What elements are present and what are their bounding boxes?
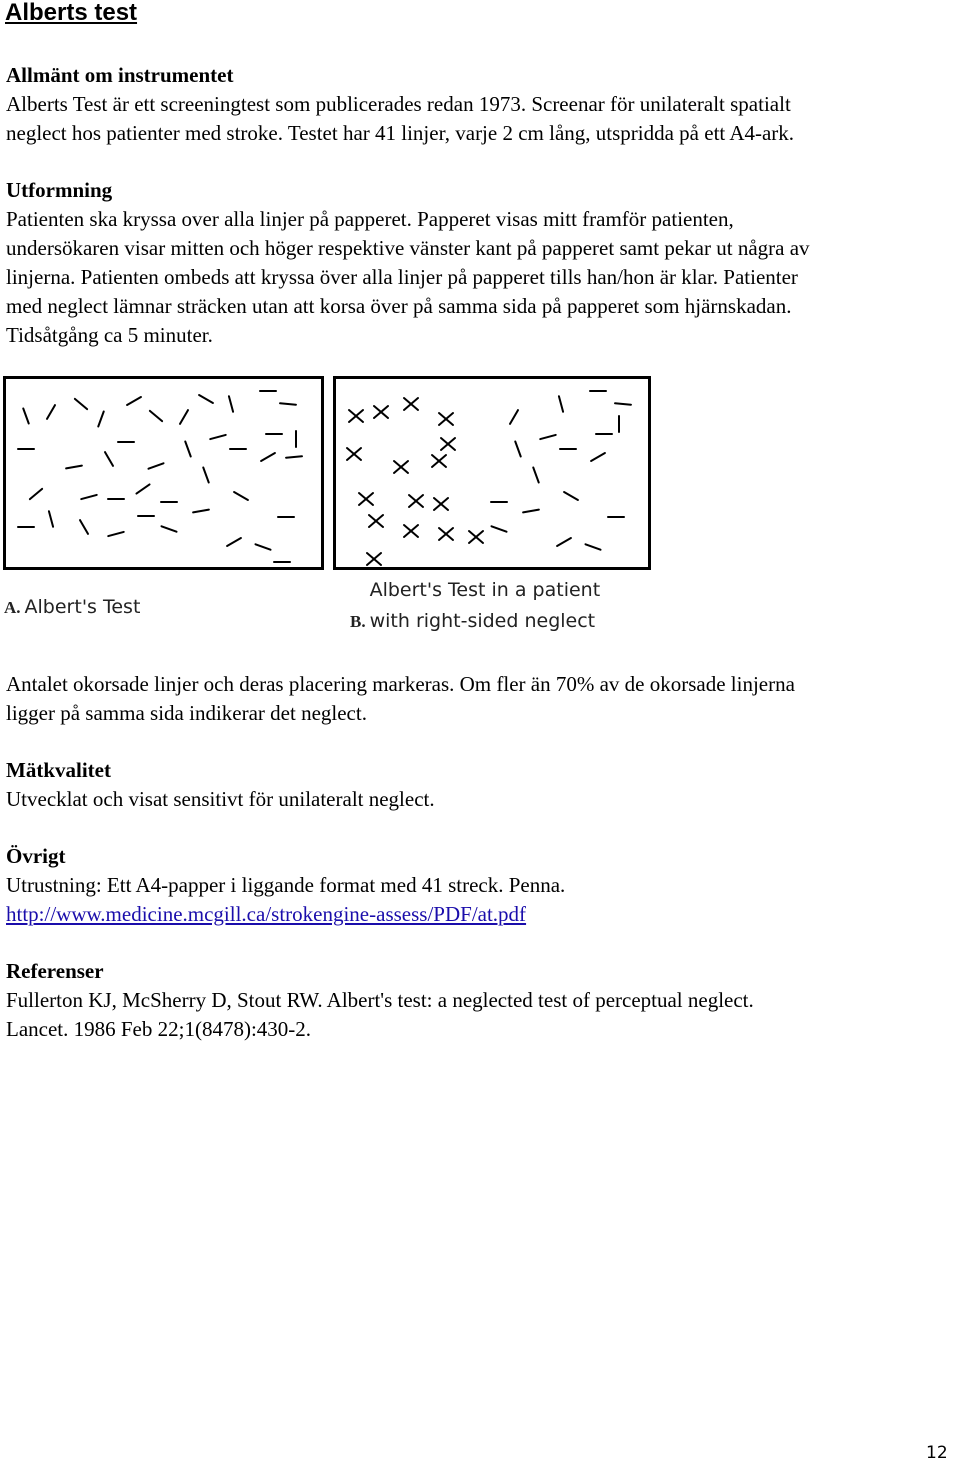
test-line	[559, 396, 563, 411]
test-line	[210, 435, 225, 439]
test-line	[203, 467, 208, 482]
test-line	[533, 467, 538, 482]
section-heading: Utformning	[6, 178, 113, 202]
test-line	[98, 411, 103, 426]
test-line	[49, 511, 53, 526]
test-sheet-b	[333, 376, 651, 570]
test-line	[47, 405, 55, 419]
test-line	[150, 411, 162, 421]
test-line	[161, 526, 176, 531]
test-line	[234, 492, 248, 500]
test-sheet-a	[3, 376, 324, 570]
page-title: Alberts test	[5, 0, 138, 26]
test-line	[30, 489, 42, 499]
section-heading: Referenser	[6, 959, 104, 983]
paragraph-line: neglect hos patienter med stroke. Testet har 41 linjer, varje 2 cm lång, utspridda på ett A4-ark.	[6, 121, 795, 145]
test-line	[510, 410, 518, 424]
page-number: 12	[926, 1443, 948, 1463]
test-line	[261, 453, 275, 461]
caption-b	[350, 575, 600, 637]
paragraph-line: Tidsåtgång ca 5 minuter.	[6, 323, 213, 347]
test-sheet-a-lines	[6, 379, 321, 567]
reference-link[interactable]: http://www.medicine.mcgill.ca/strokengine-assess/PDF/at.pdf	[6, 902, 527, 926]
test-line	[23, 408, 28, 423]
section-other	[6, 842, 960, 929]
test-line	[105, 452, 113, 466]
caption-a	[4, 592, 140, 623]
test-line	[193, 510, 209, 513]
paragraph-line: linjerna. Patienten ombeds att kryssa över alla linjer på papperet tills han/hon är klar. Patienter	[6, 265, 798, 289]
section-heading: Allmänt om instrumentet	[6, 63, 234, 87]
test-line	[180, 410, 188, 424]
test-line	[108, 532, 123, 536]
paragraph-line: Utvecklat och visat sensitivt för unilateralt neglect.	[6, 787, 435, 811]
test-line	[229, 396, 233, 411]
test-line	[81, 495, 96, 499]
test-line	[286, 456, 302, 457]
caption-b-text-1: Albert's Test in a patient	[369, 579, 601, 601]
test-line	[564, 492, 578, 500]
test-line	[227, 538, 241, 546]
test-line	[585, 544, 600, 549]
caption-b-letter: B.	[350, 612, 366, 631]
section-quality	[6, 756, 960, 814]
test-line	[66, 466, 82, 469]
test-line	[557, 538, 571, 546]
test-line	[540, 435, 555, 439]
paragraph-line: med neglect lämnar sträcken utan att korsa över på samma sida på papperet som hjärnskadan.	[6, 294, 792, 318]
test-line	[280, 403, 296, 404]
paragraph-line: undersökaren visar mitten och höger respektive vänster kant på papperet samt pekar ut några av	[6, 236, 810, 260]
test-line	[75, 399, 87, 409]
test-sheet-b-lines	[336, 379, 648, 567]
test-line	[591, 453, 605, 461]
paragraph-line: Antalet okorsade linjer och deras placering markeras. Om fler än 70% av de okorsade linjerna	[6, 672, 795, 696]
test-line	[148, 463, 163, 468]
test-line	[185, 441, 190, 456]
section-instrument	[6, 61, 960, 148]
section-heading: Övrigt	[6, 844, 66, 868]
paragraph-line: ligger på samma sida indikerar det neglect.	[6, 701, 367, 725]
paragraph-line: Patienten ska kryssa over alla linjer på papperet. Papperet visas mitt framför patienten,	[6, 207, 734, 231]
test-line	[523, 510, 539, 513]
test-line	[615, 403, 631, 404]
test-line	[80, 520, 88, 534]
caption-a-text: Albert's Test	[24, 596, 141, 618]
test-line	[255, 544, 270, 549]
test-line	[199, 395, 213, 403]
test-line	[136, 484, 149, 493]
test-line	[491, 526, 506, 531]
caption-b-text-2: with right-sided neglect	[369, 610, 596, 632]
paragraph-line: Fullerton KJ, McSherry D, Stout RW. Albert's test: a neglected test of perceptual neglect.	[6, 988, 754, 1012]
test-line	[127, 397, 141, 405]
caption-a-letter: A.	[4, 598, 21, 617]
alberts-test-figure	[0, 372, 670, 642]
paragraph-line: Lancet. 1986 Feb 22;1(8478):430-2.	[6, 1017, 312, 1041]
test-line	[515, 441, 520, 456]
section-references	[6, 957, 960, 1044]
paragraph-line: Utrustning: Ett A4-papper i liggande format med 41 streck. Penna.	[6, 873, 566, 897]
paragraph-line: Alberts Test är ett screeningtest som publicerades redan 1973. Screenar för unilateralt spatialt	[6, 92, 791, 116]
section-design	[6, 176, 960, 350]
section-heading: Mätkvalitet	[6, 758, 111, 782]
section-scoring	[6, 670, 960, 728]
